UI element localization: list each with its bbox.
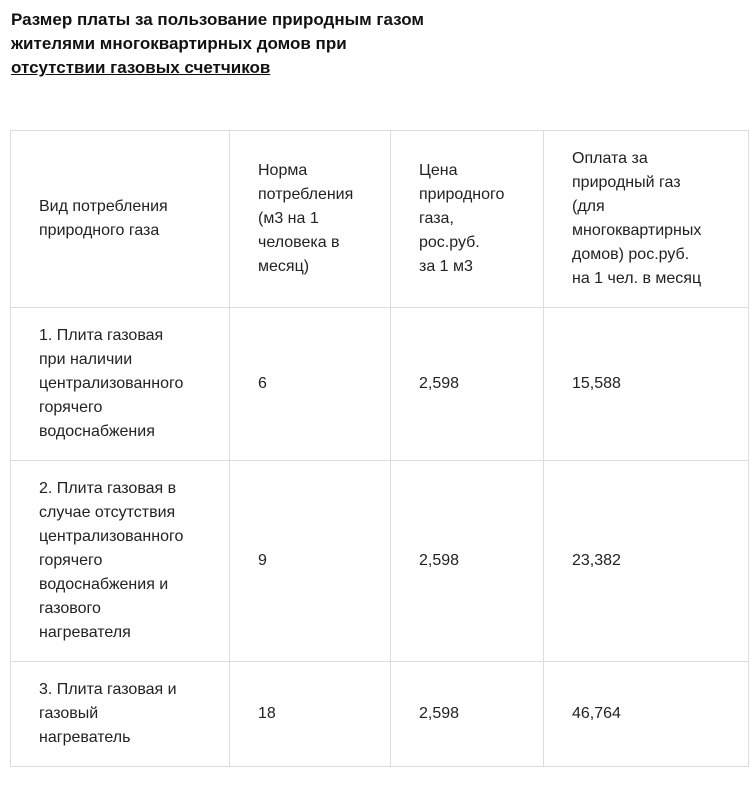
title-underlined-text: отсутствии газовых счетчиков bbox=[11, 58, 271, 77]
cell-gas-price: 2,598 bbox=[391, 461, 544, 662]
table-row bbox=[11, 308, 749, 461]
cell-monthly-payment: 15,588 bbox=[544, 308, 749, 461]
gas-tariff-table bbox=[10, 130, 749, 767]
header-consumption-type: Вид потребления природного газа bbox=[11, 131, 230, 308]
header-gas-price: Цена природного газа, рос.руб. за 1 м3 bbox=[391, 131, 544, 308]
cell-gas-price: 2,598 bbox=[391, 662, 544, 767]
table-row bbox=[11, 461, 749, 662]
table-row bbox=[11, 662, 749, 767]
cell-consumption-type: 1. Плита газовая при наличии централизованного горячего водоснабжения bbox=[11, 308, 230, 461]
cell-consumption-type: 3. Плита газовая и газовый нагреватель bbox=[11, 662, 230, 767]
table-header-row bbox=[11, 131, 749, 308]
cell-gas-price: 2,598 bbox=[391, 308, 544, 461]
cell-consumption-norm: 6 bbox=[230, 308, 391, 461]
header-monthly-payment: Оплата за природный газ (для многоквартирных домов) рос.руб. на 1 чел. в месяц bbox=[544, 131, 749, 308]
cell-monthly-payment: 23,382 bbox=[544, 461, 749, 662]
cell-consumption-norm: 18 bbox=[230, 662, 391, 767]
cell-consumption-type: 2. Плита газовая в случае отсутствия централизованного горячего водоснабжения и газового нагревателя bbox=[11, 461, 230, 662]
cell-monthly-payment: 46,764 bbox=[544, 662, 749, 767]
cell-consumption-norm: 9 bbox=[230, 461, 391, 662]
header-consumption-norm: Норма потребления (м3 на 1 человека в месяц) bbox=[230, 131, 391, 308]
title-text: Размер платы за пользование природным газом жителями многоквартирных домов при bbox=[11, 10, 424, 53]
page-title bbox=[11, 8, 431, 80]
